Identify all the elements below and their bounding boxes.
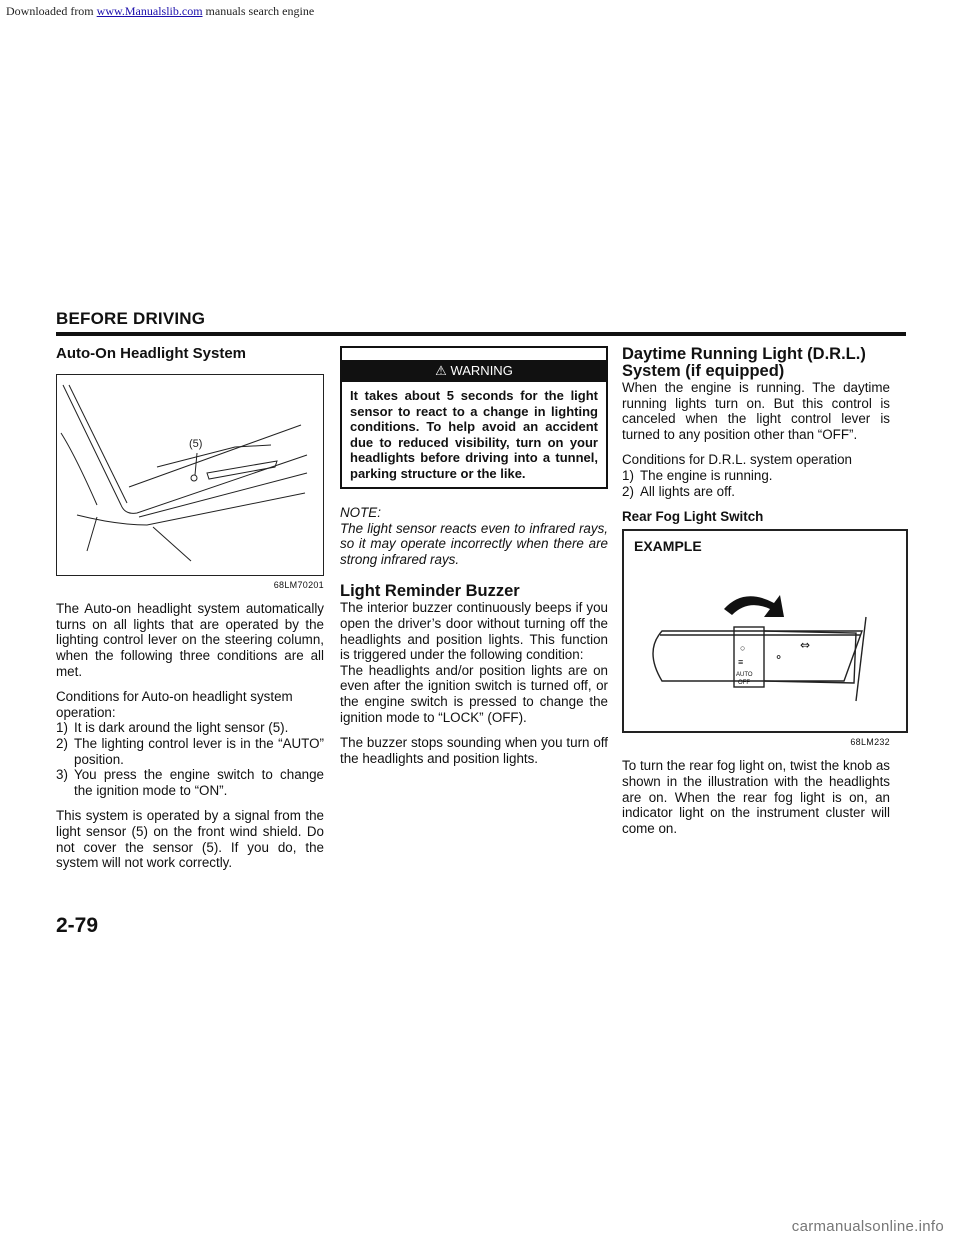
list-item xyxy=(622,468,890,484)
site-watermark: carmanualsonline.info xyxy=(791,1218,944,1235)
list-text: You press the engine switch to change the ignition mode to “ON”. xyxy=(74,767,324,798)
list-text: The lighting control lever is in the “AUTO” position. xyxy=(74,735,324,767)
note-label: NOTE: xyxy=(340,505,381,520)
conditions-lead: Conditions for Auto-on headlight system operation: xyxy=(56,689,293,720)
list-number: 1) xyxy=(56,720,68,736)
svg-text:○: ○ xyxy=(740,642,746,653)
manualslib-link[interactable]: www.Manualslib.com xyxy=(96,4,203,18)
sensor-paragraph: This system is operated by a signal from the light sensor (5) on the front wind shield. Do not cover the sensor (5). If you do, the system will not work correctly. xyxy=(56,808,324,871)
switch-auto-label: AUTO xyxy=(736,671,753,678)
list-number: 2) xyxy=(56,735,68,751)
list-item xyxy=(56,736,324,767)
drl-paragraph: When the engine is running. The daytime running lights turn on. But this control is canceled when the light control lever is turned to any position other than “OFF”. xyxy=(622,380,890,442)
section-divider xyxy=(56,332,906,336)
buzzer-paragraph-1: The interior buzzer continuously beeps if you open the driver’s door without turning off the headlights and position lights. This function is triggered under the following condition: xyxy=(340,600,608,663)
page-number: 2-79 xyxy=(56,914,99,937)
banner-prefix: Downloaded from xyxy=(6,4,97,18)
column-left xyxy=(56,346,324,881)
list-item xyxy=(622,484,890,500)
download-banner xyxy=(6,4,314,19)
list-text: All lights are off. xyxy=(640,483,736,499)
fog-light-icon: ⚬ xyxy=(774,650,784,664)
conditions-block xyxy=(56,689,324,798)
auto-on-heading: Auto-On Headlight System xyxy=(56,345,247,362)
svg-text:≡: ≡ xyxy=(738,656,744,667)
warning-box xyxy=(340,346,608,489)
warning-triangle-icon: ⚠ xyxy=(435,363,447,378)
fog-light-paragraph: To turn the rear fog light on, twist the knob as shown in the illustration with the headlights are on. When the rear fog light is on, an indicator light on the instrument cluster will come on. xyxy=(622,758,890,836)
buzzer-paragraph-2: The buzzer stops sounding when you turn off the headlights and position lights. xyxy=(340,735,608,766)
note-text: The light sensor reacts even to infrared rays, so it may operate incorrectly when there are strong infrared rays. xyxy=(340,520,608,567)
sensor-label: (5) xyxy=(189,437,203,450)
drl-conditions-lead: Conditions for D.R.L. system operation xyxy=(622,452,852,468)
fog-switch-figure xyxy=(622,529,908,733)
list-text: The engine is running. xyxy=(640,467,773,483)
warning-header xyxy=(342,360,606,382)
figure-caption: 68LM232 xyxy=(850,736,890,747)
windshield-sensor-figure xyxy=(56,374,324,576)
drl-conditions-block xyxy=(622,452,890,499)
fog-light-subheading: Rear Fog Light Switch xyxy=(622,509,764,525)
drl-heading-line2: System (if equipped) xyxy=(622,362,785,380)
buzzer-heading: Light Reminder Buzzer xyxy=(340,582,520,601)
column-middle xyxy=(340,346,608,776)
switch-off-label: OFF xyxy=(738,679,750,686)
example-label: EXAMPLE xyxy=(634,537,702,554)
column-right xyxy=(622,346,890,846)
buzzer-paragraph-1b: The headlights and/or position lights are on even after the ignition switch is turned off, or the engine switch is pressed to change the ignition mode to “LOCK” (OFF). xyxy=(340,662,608,725)
note-block xyxy=(340,505,608,567)
windshield-illustration xyxy=(57,375,323,575)
section-title: BEFORE DRIVING xyxy=(56,309,206,328)
twist-arrow-icon xyxy=(724,595,784,617)
figure-caption: 68LM70201 xyxy=(273,579,324,590)
warning-text: It takes about 5 seconds for the light sensor to react to a change in lighting conditions. To help avoid an accident due to reduced visibility, turn on your headlights before driving into a tunnel, parking structure or the like. xyxy=(350,388,598,481)
list-text: It is dark around the light sensor (5). xyxy=(74,720,289,736)
drl-heading-line1: Daytime Running Light (D.R.L.) xyxy=(622,345,866,363)
list-item xyxy=(56,720,324,736)
banner-suffix: manuals search engine xyxy=(202,4,315,18)
auto-on-intro: The Auto-on headlight system automatically turns on all lights that are operated by the lighting control lever on the steering column, when the following three conditions are all met. xyxy=(56,601,324,679)
fog-switch-illustration xyxy=(624,531,906,731)
list-number: 3) xyxy=(56,767,68,783)
turn-signal-icon: ⇔ xyxy=(800,637,811,652)
list-item xyxy=(56,767,324,798)
list-number: 1) xyxy=(622,467,634,483)
warning-title: WARNING xyxy=(450,363,513,378)
list-number: 2) xyxy=(622,483,634,499)
